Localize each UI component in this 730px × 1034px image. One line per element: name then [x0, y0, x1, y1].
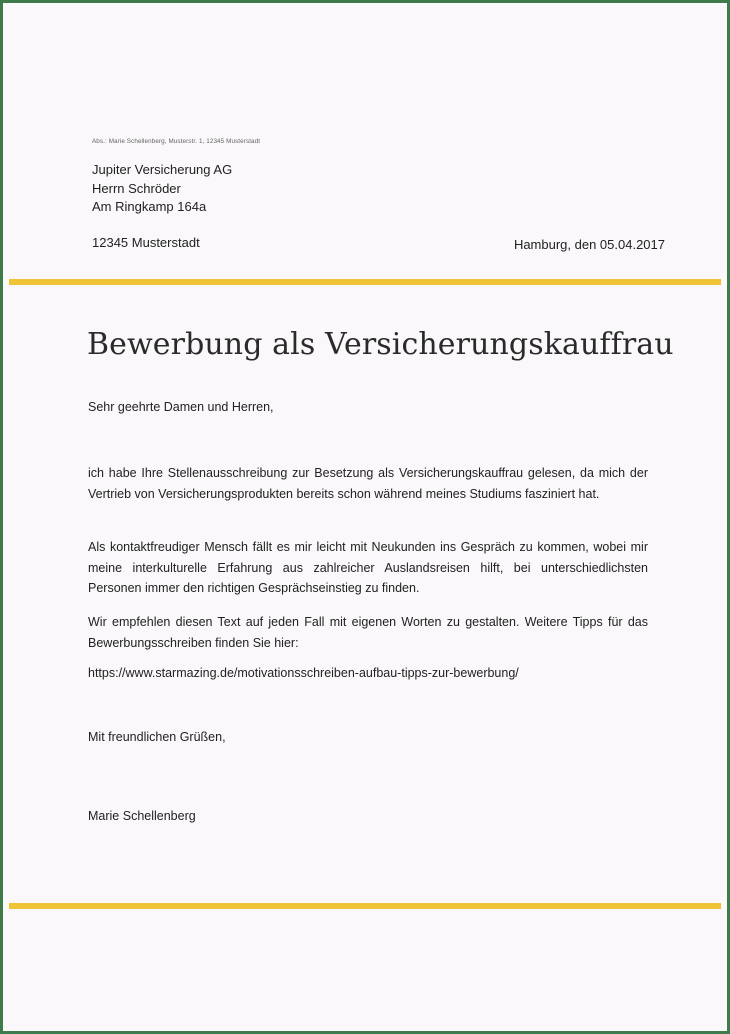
letter-date: Hamburg, den 05.04.2017: [513, 237, 665, 252]
body-paragraph-3: Wir empfehlen diesen Text auf jeden Fall mit eigenen Worten zu gestalten. Weitere Tipps für das Bewerbungsschreiben finden Sie hier:: [88, 615, 648, 650]
salutation: Sehr geehrte Damen und Herren,: [88, 400, 274, 414]
recipient-company: Jupiter Versicherung AG: [92, 162, 233, 177]
closing-phrase: Mit freundlichen Grüßen,: [88, 730, 226, 744]
letter-page: [7, 7, 723, 1027]
letter-subject: Bewerbung als Versicherungskauffrau: [87, 327, 674, 362]
recipient-street: Am Ringkamp 164a: [92, 199, 207, 214]
top-divider-rule: [9, 279, 721, 285]
sender-return-address: Abs.: Marie Schellenberg, Musterstr. 1, 12345 Musterstadt: [92, 138, 261, 145]
body-paragraph-1: ich habe Ihre Stellenausschreibung zur Besetzung als Versicherungskauffrau gelesen, da mich der Vertrieb von Versicherungsprodukten bereits schon während meines Studiums fasziniert hat.: [88, 466, 648, 501]
bottom-divider-rule: [9, 903, 721, 909]
signature-name: Marie Schellenberg: [88, 809, 196, 823]
address-spacer: [92, 217, 232, 234]
recipient-address-block: [92, 161, 232, 252]
tips-link[interactable]: https://www.starmazing.de/motivationsschreiben-aufbau-tipps-zur-bewerbung/: [88, 666, 519, 680]
recipient-contact: Herrn Schröder: [92, 180, 181, 196]
recipient-city: 12345 Musterstadt: [92, 234, 200, 250]
body-paragraph-2: Als kontaktfreudiger Mensch fällt es mir leicht mit Neukunden ins Gespräch zu kommen, wobei mir meine interkulturelle Erfahrung aus zahlreicher Auslandsreisen hilft, bei unterschiedlichsten Personen immer den richtigen Gesprächseinstieg zu finden.: [88, 540, 648, 595]
